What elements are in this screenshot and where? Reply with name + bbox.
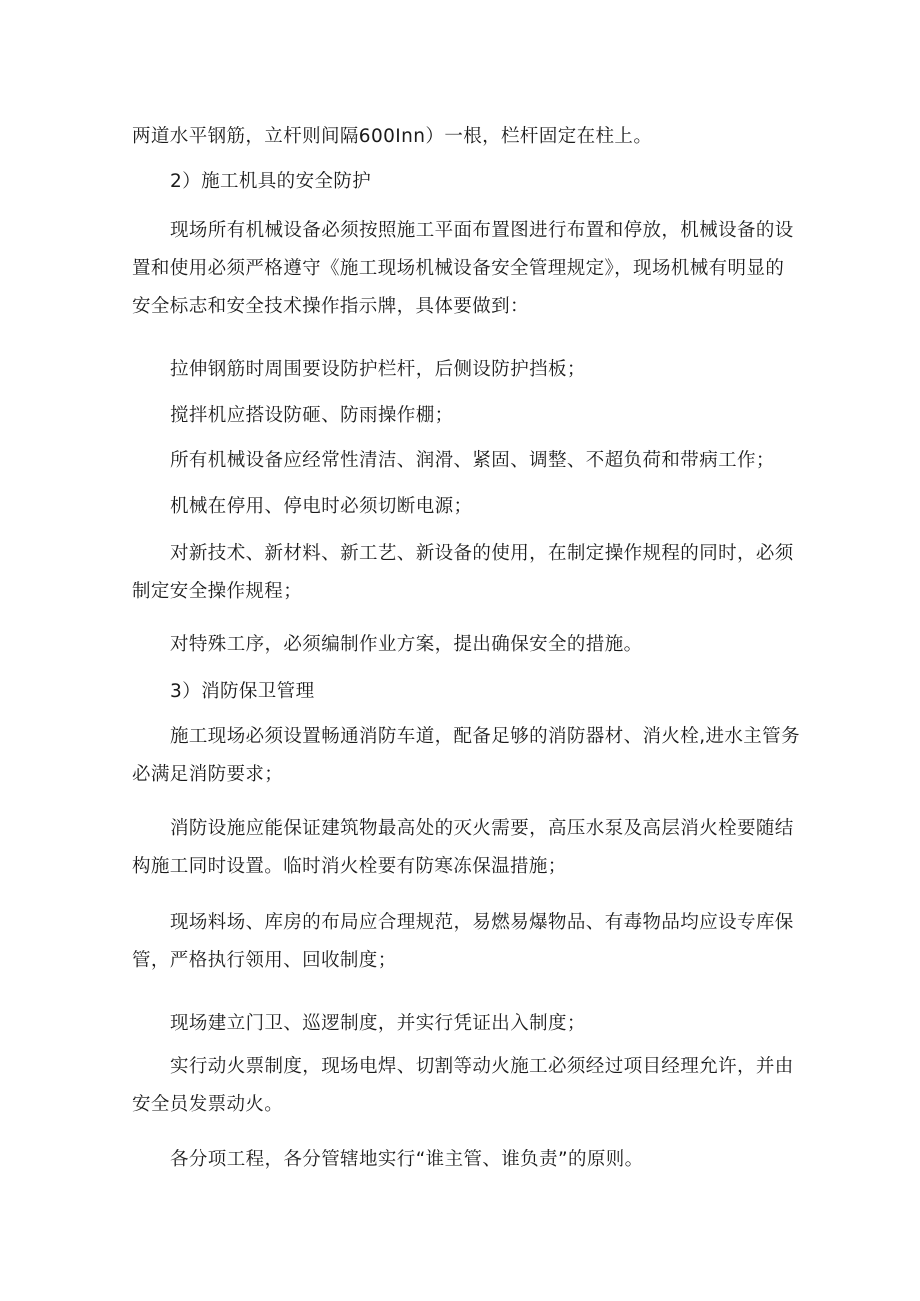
paragraph-guard-patrol: 现场建立门卫、巡逻制度，并实行凭证出入制度； xyxy=(170,1013,586,1034)
list-item-rebar-stretching: 拉伸钢筋时周围要设防护栏杆，后侧设防护挡板； xyxy=(170,359,586,380)
list-item-maintenance: 所有机械设备应经常性清洁、润滑、紧固、调整、不超负荷和带病工作； xyxy=(170,450,775,471)
list-item-special-process: 对特殊工序，必须编制作业方案，提出确保安全的措施。 xyxy=(170,634,643,655)
list-item-power-off: 机械在停用、停电时必须切断电源； xyxy=(170,496,473,517)
paragraph-responsibility-principle: 各分项工程，各分管辖地实行“谁主管、谁负责”的原则。 xyxy=(170,1149,644,1170)
paragraph-storage-layout: 现场料场、库房的布局应合理规范，易燃易爆物品、有毒物品均应设专库保管，严格执行领用、回收制度； xyxy=(132,912,794,971)
paragraph-fire-lane: 施工现场必须设置畅通消防车道，配备足够的消防器材、消火栓,进水主管务必满足消防要求； xyxy=(132,726,800,785)
paragraph-railing-spacing: 两道水平钢筋，立杆则间隔600Inn）一根，栏杆固定在柱上。 xyxy=(132,126,653,147)
list-item-new-technology: 对新技术、新材料、新工艺、新设备的使用，在制定操作规程的同时，必须制定安全操作规程； xyxy=(132,543,794,602)
paragraph-hot-work-permit: 实行动火票制度，现场电焊、切割等动火施工必须经过项目经理允许，并由安全员发票动火。 xyxy=(132,1056,794,1115)
heading-machinery-safety: 2）施工机具的安全防护 xyxy=(170,171,372,192)
list-item-mixer-shed: 搅拌机应搭设防砸、防雨操作棚； xyxy=(170,405,454,426)
heading-fire-security: 3）消防保卫管理 xyxy=(170,681,315,702)
paragraph-machinery-layout: 现场所有机械设备必须按照施工平面布置图进行布置和停放，机械设备的设置和使用必须严格遵守《施工现场机械设备安全管理规定》，现场机械有明显的安全标志和安全技术操作指示牌，具体要做到： xyxy=(132,220,794,317)
paragraph-fire-facilities: 消防设施应能保证建筑物最高处的灭火需要，高压水泵及高层消火栓要随结构施工同时设置。临时消火栓要有防寒冻保温措施； xyxy=(132,818,794,877)
